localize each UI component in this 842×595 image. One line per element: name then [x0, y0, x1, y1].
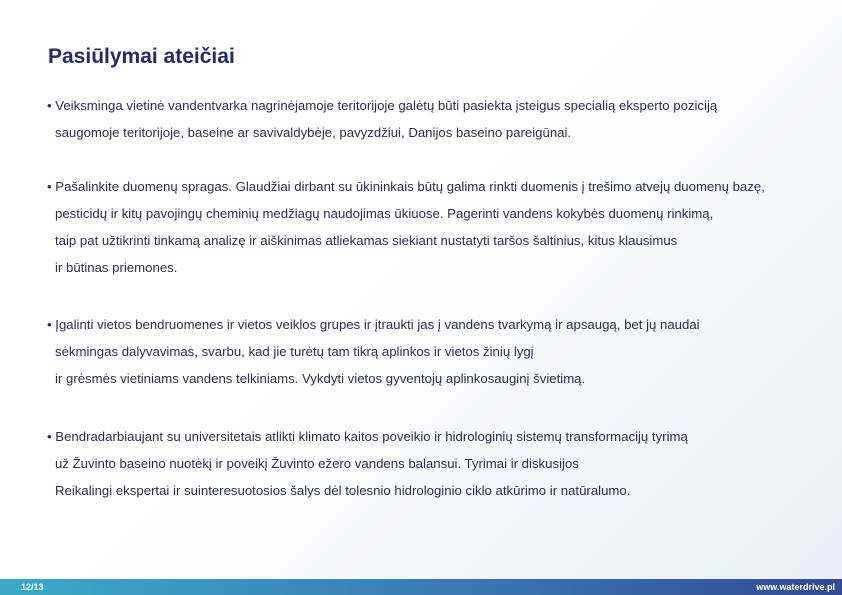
website-link[interactable]: www.waterdrive.pl — [756, 582, 835, 592]
bullet-line: ir būtinas priemones. — [55, 260, 178, 275]
bullet-line: • Veiksminga vietinė vandentvarka nagrinėjamoje teritorijoje galėtų būti pasiekta įsteigus specialią eksperto poziciją — [47, 98, 718, 113]
bullet-line: saugomoje teritorijoje, baseine ar savivaldybėje, pavyzdžiui, Danijos baseino pareigūnai. — [55, 125, 572, 140]
page-number: 12/13 — [21, 582, 44, 592]
bullet-line: • Pašalinkite duomenų spragas. Glaudžiai dirbant su ūkininkais būtų galima rinkti duomenis į trešimo atvejų duomenų bazę, — [47, 179, 765, 194]
footer-bar — [0, 579, 842, 595]
bullet-line: sėkmingas dalyvavimas, svarbu, kad jie turėtų tam tikrą aplinkos ir vietos žinių lygį — [55, 344, 534, 359]
bullet-item — [47, 311, 700, 392]
bullet-item — [47, 173, 765, 281]
page-title: Pasiūlymai ateičiai — [48, 45, 235, 68]
bullet-line: Reikalingi ekspertai ir suinteresuotosios šalys dėl tolesnio hidrologinio ciklo atkūrimo ir natūralumo. — [55, 483, 631, 498]
bullet-line: už Žuvinto baseino nuotėkį ir poveikį Žuvinto ežero vandens balansui. Tyrimai ir diskusijos — [55, 456, 579, 471]
bullet-item — [47, 92, 717, 146]
bullet-line: • Įgalinti vietos bendruomenes ir vietos veiklos grupes ir įtraukti jas į vandens tvarkymą ir apsaugą, bet jų naudai — [47, 317, 700, 332]
bullet-line: taip pat užtikrinti tinkamą analizę ir aiškinimas atliekamas siekiant nustatyti taršos šaltinius, kitus klausimus — [55, 233, 678, 248]
bullet-line: • Bendradarbiaujant su universitetais atlikti klimato kaitos poveikio ir hidrologinių sistemų transformacijų tyrimą — [47, 429, 688, 444]
bullet-line: ir grėsmės vietiniams vandens telkiniams. Vykdyti vietos gyventojų aplinkosauginį švietimą. — [55, 371, 586, 386]
bullet-line: pesticidų ir kitų pavojingų cheminių medžiagų naudojimas ūkiuose. Pagerinti vandens kokybės duomenų rinkimą, — [55, 206, 714, 221]
bullet-item — [47, 423, 688, 504]
